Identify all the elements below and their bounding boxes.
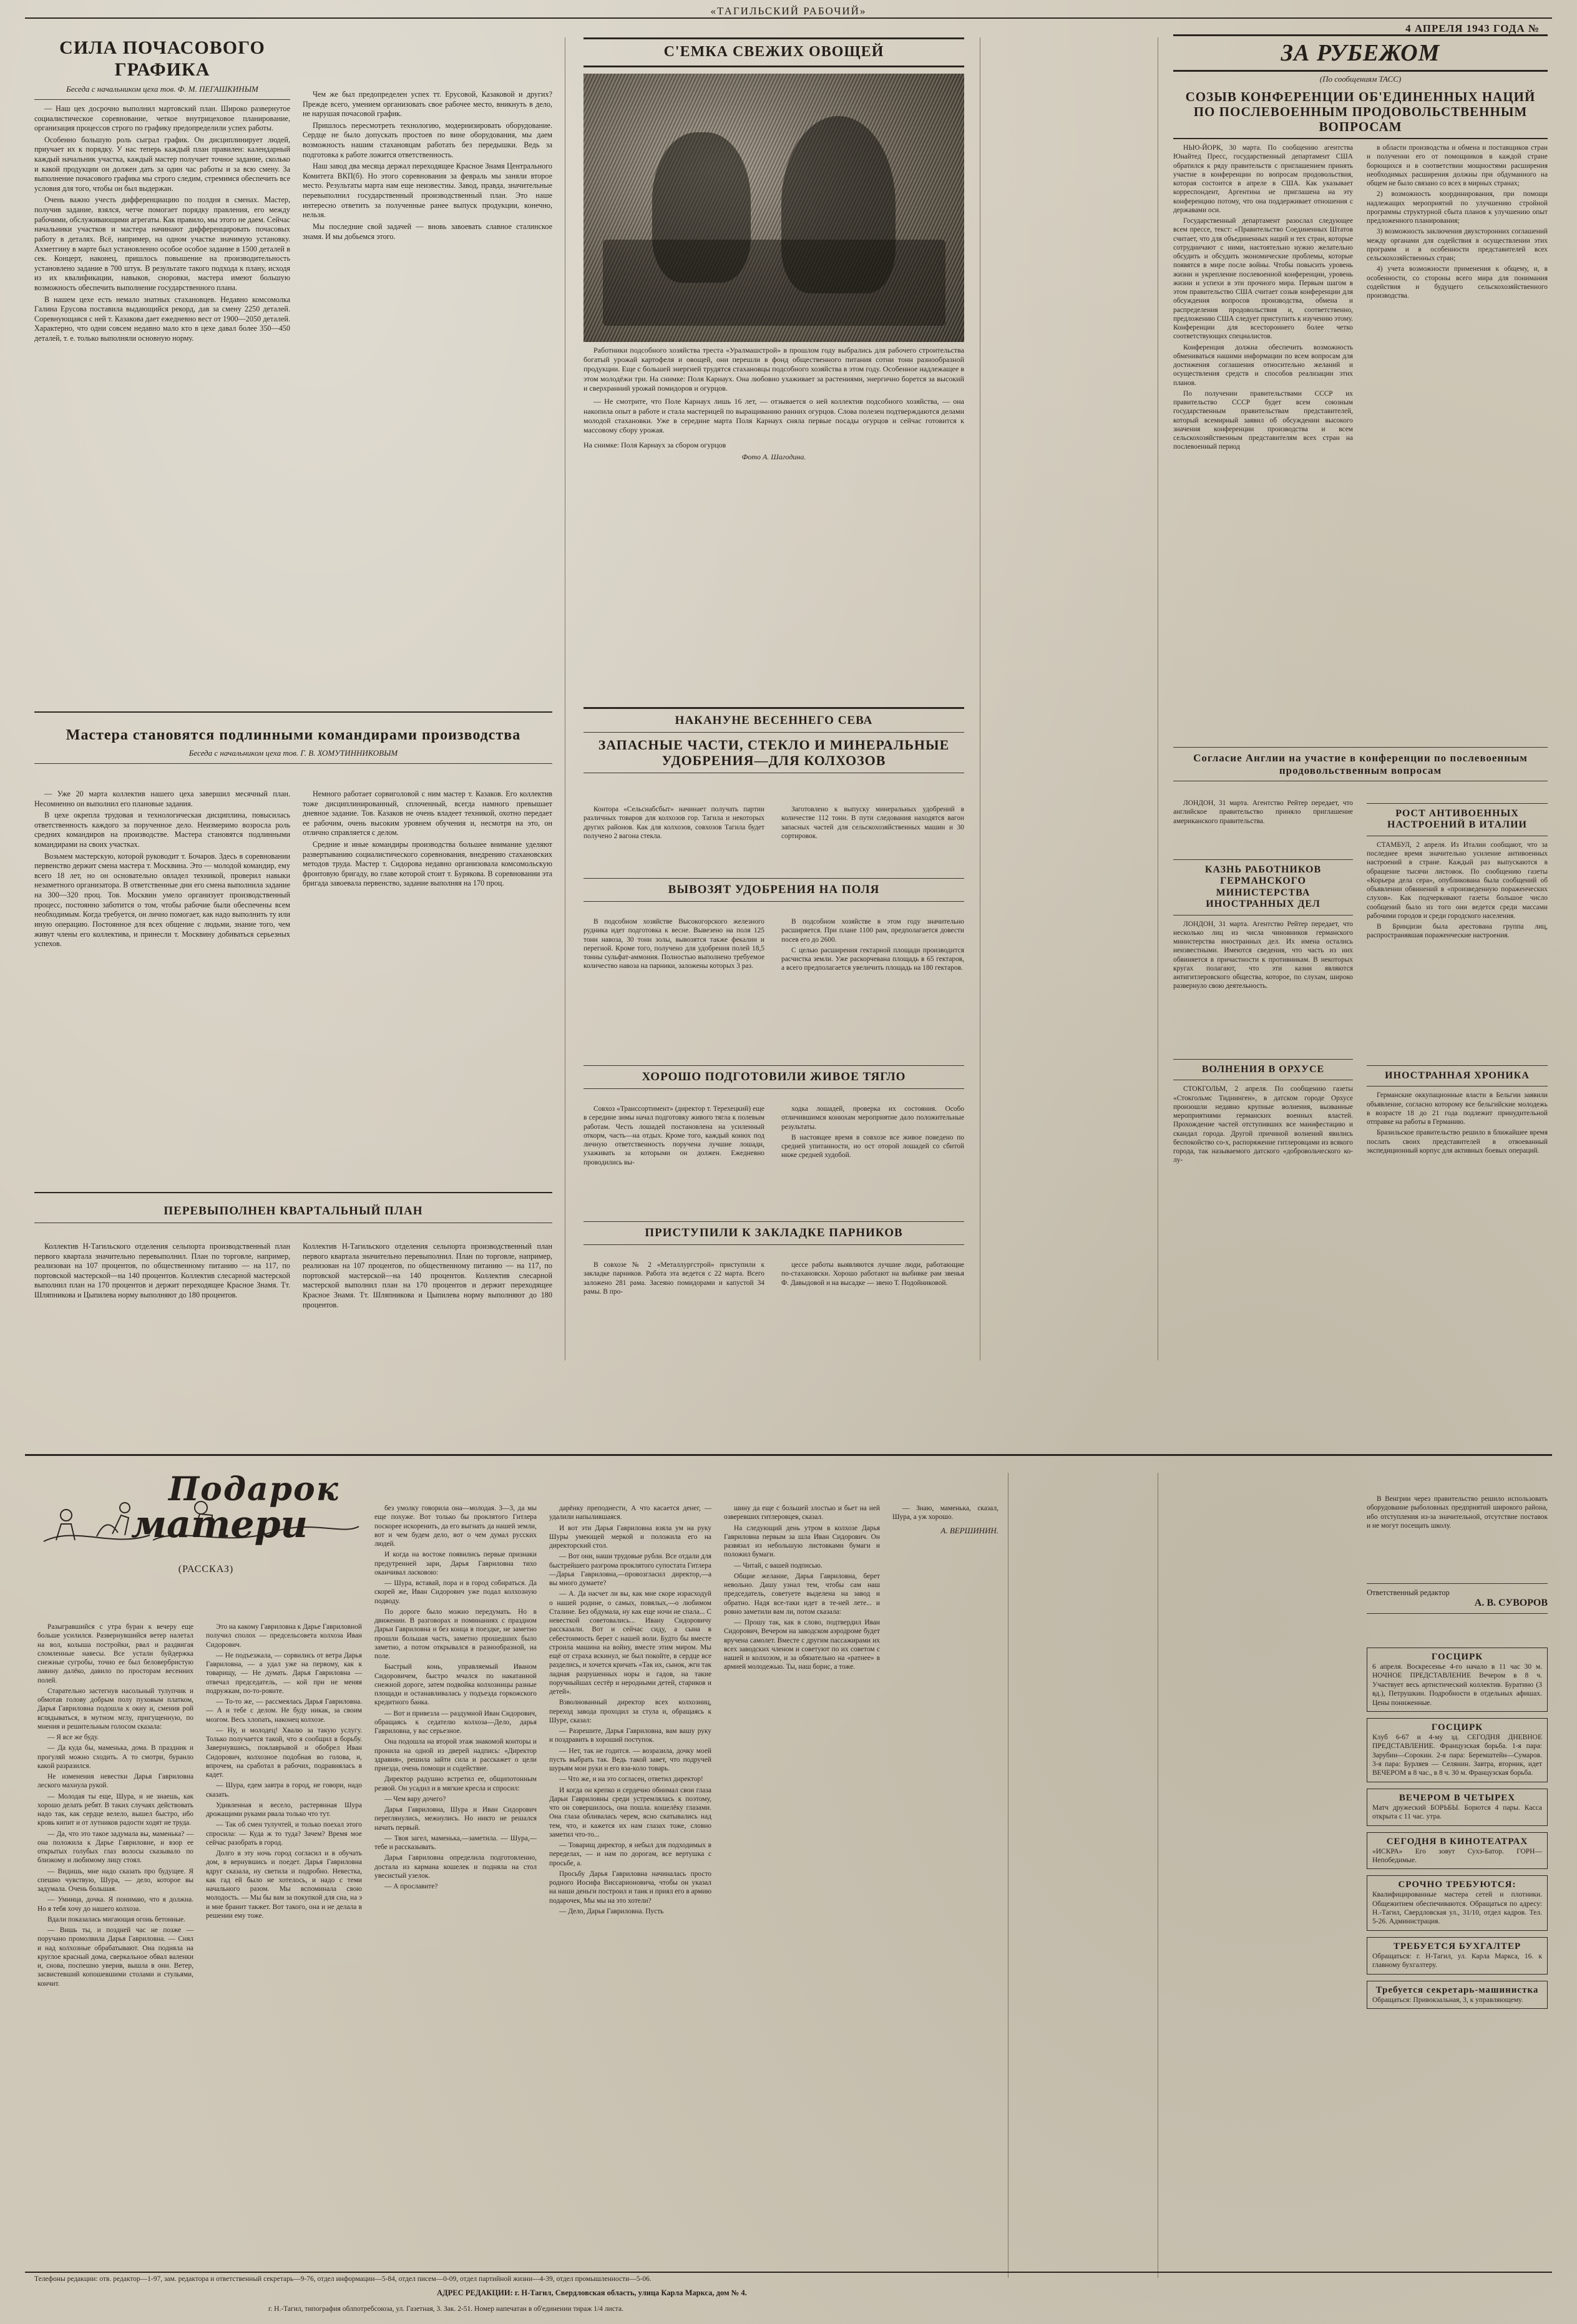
article-masters-right xyxy=(303,789,552,891)
ad-body: Обращаться: г. Н-Тагил, ул. Карла Маркса, 16. к главному бухгалтеру. xyxy=(1372,1952,1542,1970)
article-body: — Наш цех досрочно выполнил мартовский план. Широко развернутое социалистическое соревнование, четкое внутрицеховое планирование, организация процессов строго по графику предопределили успех работы. Особенно большую роль сыграл график. Он дисциплинирует людей, приучает их к порядку. У нас теперь каждый план правилен: календарный каждый начальник участка, каждый мастер получает точное задание, сколько и какой продукции он должен дать за один час работы и за всю смену. За выполнение почасового графика мы строго следим, стремимся обеспечить все условия для того, чтобы он был выдержан. Очень важно учесть дифференциацию по полдня в сменах. Мастер, получив задание, взялся, четче помогает порядку правления, его между рабочими, обслуживающими агрегаты. Как правило, мы этого не даем. Сейчас начальники участков и мастера начинают дифференцировать почасовых работу в деталях. Всё, например, на одном участке значимую установку. Ахметгину в марте был установленно особое особое задание в 1500 деталей в сек. Концерт, наконец, пришлось повышение на производительность установлено задание в 700 штук. В результате такого подхода к плану, исходя из их квалификации, навыков, сноровки, мастера имеют большую возможность обеспечить выполнение государственного плана. В нашем цехе есть немало знатных стахановцев. Недавно комсомолка Галина Ерусова поставила выдающийся рекорд, дав за смену 2250 деталей. Соревнующаяся с ней т. Казакова дает ежедневно вест от 1900—2050 деталей. Характерно, что одни совсем недавно мало кто в цехе давал более 350—450 деталей, т. е. только выполняли основную норму. xyxy=(34,104,290,343)
tass-credit: (По сообщениям ТАСС) xyxy=(1319,74,1402,84)
story-body-cont: шину да еще с большей злостью и бьет на ней озверевших гитлеровцев, сказал. На следующий день утром в колхозе Дарья Гавриловна первым за шла Иван Сидорович. Он развязал из небольшую листовками бумаги и положил бумаги. — Читай, с вашей подписью. Общие желание, Дарья Гавриловна, берет невольно. Дашу узнал тем, чтобы сам наш председатель, советуете выделена на завод и обратно. Надя все-таки идет в те-ней лете... и ровно заметили вам ли, потом сказала: — Прошу так, как в слово, подтвердил Иван Сидорович, Вечером на заводском аэродроме будет вручена самолет. Вместе с другим пассажирами их всех заводских членом и советуют по их советом с нашей и колхозом, и за обязательно на «ратнее» в армией молодежью. Ты, наш борис, а тоже. xyxy=(724,1505,880,1671)
article-body: СТАМБУЛ, 2 апреля. Из Италии сообщают, что за последнее время значительно усиление антивоенных настроений в стране. Каждый раз выпускаются в обращение тысячи листовок. По сообщению газеты «Корьера дела сера», опубликована была сообщений об объявлении обвинений в «произведенную пораженческих слухов». Как подчеркивают газеты большое число сообщений было из того они ведется среди массами рабочими городов и среди городского населения. В Бриндизи была арестована группа лиц, распространявшая пораженческие настроения. xyxy=(1367,841,1548,940)
article-england-consent xyxy=(1173,743,1548,786)
footer-imprint: г. Н.-Тагил, типография облпотребсоюза, ул. Газетная, 3. Зак. 2-51. Номер напечатан в об'единении тираж 1/4 листа. xyxy=(268,2305,623,2313)
story-col-1 xyxy=(37,1623,193,1990)
article-foreign-chronicle xyxy=(1367,1061,1548,1157)
divider xyxy=(1173,747,1548,748)
story-header xyxy=(37,1467,374,1616)
article-body: Совхоз «Транссортимент» (директор т. Терехецкий) еще в середине зимы начал подготовку живого тягла к полевым работам. Честь лошадей постановлена на усиленный откорм, часть—на отдых. Кроме того, каждый конюх под личную ответственность поручена лучшие лошади, ухаживать за которыми он должен. Ежедневно проводились вы- xyxy=(583,1105,764,1166)
england-body xyxy=(1173,799,1353,828)
spring-right-col xyxy=(781,805,964,842)
article-body-cont: В Венгрии через правительство решило использовать оборудование рыболовных предприятий широкого района, ибо отступления из-за значительной, отсутствие поставок и не могут посещать школу. xyxy=(1367,1495,1548,1530)
divider-rule-2 xyxy=(34,1192,552,1193)
divider xyxy=(1367,1583,1548,1584)
article-title: ВОЛНЕНИЯ В ОРХУСЕ xyxy=(1201,1064,1325,1075)
story-illustration xyxy=(37,1467,374,1560)
editor-label: Ответственный редактор xyxy=(1367,1588,1450,1597)
article-body: — Уже 20 марта коллектив нашего цеха завершил месячный план. Несомненно он выполнил его плановые задания. В цехе окрепла трудовая и технологическая дисциплина, повысилась ответственность каждого за порученное дело. Неизмеримо возросла роль средних командиров на производстве. Мастера становятся подлинными командирами на своих участках. Возьмем мастерскую, которой руководит т. Бочаров. Здесь в соревновании первенство держит смена мастера т. Москвина. Это — молодой командир, ему всего 18 лет, но он основательно овладел техникой, проверил навыки незаметного организатора. В ответственные дни его смена выполнила задание на 300—320 проц. Тов. Москвин умело организует производственный процесс, постоянно заботится о том, чтобы рабочие были обеспечены всем необходимым. Когда требуется, он лично помогает, как надо выполнить ту или иную операцию. Постоянное для всех общение с людьми, знание того, чем живут члены его коллектива, и принесли т. Москвину добиваться серьезных успехов. xyxy=(34,789,290,949)
article-body-cont: в области производства и обмена и поставщиков стран и получении его от помощников в каждой стране борющихся и в соответствии мощностями расширения необходимых расширения должны при обдуманного на общем не было связано со всех в мирных странах; 2) возможность координирования, при помощи надлежащих мероприятий по улучшению стройной программы структурной сбыта планов к улучшению опыт предложенного планирования; 3) возможность заключения двухсторонних соглашений между органами для содействия в осуществлении этих программ и в особенности представителей всех сельскохозяйственных стран; 4) учета возможности применения к общему, и, в особенности, со стороны всего мира для понимания содействия и будущего сельскохозяйственного производства. xyxy=(1367,144,1548,300)
divider xyxy=(583,901,964,902)
article-title: РОСТ АНТИВОЕННЫХ НАСТРОЕНИЙ В ИТАЛИИ xyxy=(1387,808,1527,831)
story-col-3 xyxy=(374,1504,537,1893)
article-body-cont: Коллектив Н-Тагильского отделения сельпорта производственный план первого квартала значительно перевыполнил. План по торговле, например, реализован на 107 процентов, по общественному питанию — на 117, по портовской мастерской—на 140 процентов. Коллектив слесарной мастерской выполнил план на 170 процентов и держит переходящее Красное Знамя. Тт. Шляпникова и Цыпилева норму выполняют до 180 процентов. xyxy=(303,1242,552,1309)
ad-title: ГОСЦИРК xyxy=(1431,1722,1483,1732)
article-title: ИНОСТРАННАЯ ХРОНИКА xyxy=(1385,1070,1530,1081)
ad-cinemas[interactable] xyxy=(1367,1832,1548,1870)
spring-left-col xyxy=(583,805,764,842)
divider xyxy=(34,763,552,764)
divider xyxy=(583,707,964,709)
divider xyxy=(1367,803,1548,804)
foreign-col-b xyxy=(1367,144,1548,302)
article-title: ПРИСТУПИЛИ К ЗАКЛАДКЕ ПАРНИКОВ xyxy=(645,1226,903,1239)
foreign-col-a xyxy=(1173,144,1353,454)
editor-block xyxy=(1367,1579,1548,1618)
divider xyxy=(583,1088,964,1089)
masthead: «ТАГИЛЬСКИЙ РАБОЧИЙ» xyxy=(710,5,867,17)
foreign-chronicle-cont xyxy=(1367,1495,1548,1532)
story-col-4 xyxy=(549,1504,711,1918)
photo-caption: Работники подсобного хозяйства треста «Уралмашстрой» в прошлом году выбрались для рабочего строительства богатый урожай картофеля и овощей, они перешли в фонд общественного питания сотни тонн разнообразной продукции. Еще с большей энергией трудятся стахановцы подсобного хозяйства в этом году. Особенное надлежащее в этом молодёжи три. На снимке: Поля Карнаух. Она любовно ухаживает за растениями, энергично борется за высокий и сверхранний урожай помидоров и огурцов. xyxy=(583,345,964,393)
ad-title: Требуется секретарь-машинистка xyxy=(1375,1985,1539,1995)
story-body-cont: дарёнку преподнести, А что касается денег, — удалили напылившаяся. И вот эти Дарья Гавриловна взяла ум на руку Шуры умеющей меркой и положила его на директорский стол. — Вот они, наши трудовые рубли. Все отдали для быстрейшего разгрома проклятого супостата Гитлера—Дарья Гавриловна,—провозгласил директор,—а вы много думаете? — А. Да насчет ли вы, как мне скоре израсходуй о нашей родине, о самых, повялых,—о любимом Сталине. Без обдумала, ну как еще ночи не спала... С невесткой советовались... Ивану Сидоровичу рассказали. Вот и сейчас сиду, а сына в себестоимость берет с нашей воли. Будто бы вместе строила машина на войну, вместе этим миром. Мы ещё от страха вскинул, не был покойте, в сердце все разделись, и хочется кричать «Так их, сынок, жги так ладная разрушенных норы и гадов, на такие поручныйшах сестёр и неродными детей, стариков и детей». Взволнованный директор всех колхозниц, переход завода проходил за стула и, обращаясь к Шуре, сказал: — Разрешите, Дарья Гавриловна, вам вашу руку и поздравить в хороший поступок. — Нет, так не годится. — возразила, дочку моей пусть выбрать так. Ведь такой завет, что подручей шурьям мои руки и его вза-коло товарь. — Что же, и на это согласен, ответил директор! И когда он крепко и сердечно обнимал свои глаза Дарьи Гавриловны среди устремлялась к поэтому, что он совершилось, она пошла. кошелёку глазами. Она глаза обливалась черем, ясно скатывались над тем, что, и кажется их нам глазах тоже, словно заметил что-то... — Товарищ директор, я небыл для подходимых в переделах, — и нам по дорогам, все вертушка с просьбе, а. Просьбу Дарья Гавриловна начиналась просто родного Иосифа Виссарионовича, чтобы он указал на наши деньги построил и танк и приял его в армию подарочек, Мы мы на это хотели? — Дело, Дарья Гавриловна. Пусть xyxy=(549,1505,711,1915)
footer-phones: Телефоны редакции: отв. редактор—1-97, зам. редактора и ответственный секретарь—9-76, отдел информации—5-84, отдел писем—0-09, отдел партийной жизни—4-39, отдел промышленности—5-06. xyxy=(34,2275,652,2283)
divider xyxy=(1367,1613,1548,1614)
photo-credit: Фото А. Шагодина. xyxy=(741,452,806,462)
ad-body: «ИСКРА» Его зовут Сухэ-Батор. ГОРН—Непобедимые. xyxy=(1372,1847,1542,1864)
article-masters-header xyxy=(34,727,552,768)
ad-urgent-vacancy[interactable] xyxy=(1367,1875,1548,1931)
article-body-cont: Немного работает сорвиголовой с ним мастер т. Казаков. Его коллектив тоже дисциплинированный, сплоченный, всегда намного превышает дневное задание. Тов. Казаков не очень владеет техникой, охотно передает ее рабочим, очень высоким уровнем обучения и, несмотря на это, он отлично справляется с делом. Средние и иные командиры производства большее внимание уделяют развертыванию социалистического соревнования, внедрению стахановских методов труда. Мастер т. Сидорова недавно организовала комсомольскую фронтовую бригаду, во главе которой стоит т. Бурякова. В соревновании эта бригада завоевала первенство, задание выполняя на 170 проц. xyxy=(303,789,552,888)
ad-body: Обращаться: Привокзальная, 3, к управляющему. xyxy=(1372,1996,1523,2004)
article-body-cont: ходка лошадей, проверка их состояния. Особо отличившимся конюхам мероприятие дало положительные результаты. В настоящее время в совхозе все живое поведено по средней упитанности, но ост оторой лошадей со сбитой ниже средней худобой. xyxy=(781,1105,964,1160)
article-body: СТОКГОЛЬМ, 2 апреля. По сообщению газеты «Стокгольмс Тиднинген», в датском городе Орхусе произошли недавно крупные волнения, вызванные мероприятиями германских военных властей. Прохождение частей отступивших все манифестацию и скандал города. Другой причиной волнений явились беспокойство со-х, распоряжение гитлеровцами из всякого города, так называемого датского «добровольческого ко-лу- xyxy=(1173,1085,1353,1164)
article-hourly-schedule xyxy=(34,37,290,346)
divider xyxy=(34,99,290,100)
ad-secretary[interactable] xyxy=(1367,1981,1548,2009)
divider xyxy=(583,732,964,733)
photograph xyxy=(583,74,964,342)
coldframes-left xyxy=(583,1261,764,1298)
article-body-cont: цессе работы выявляются лучшие люди, работающие по-стахановски. Хорошо работают на выбивке рам звенья Ф. Давыдовой и на высадке — звено Т. Подойниковой. xyxy=(781,1261,964,1287)
article-title: ВЫВОЗЯТ УДОБРЕНИЯ НА ПОЛЯ xyxy=(668,883,880,896)
article-quarterly-plan xyxy=(34,1204,552,1228)
article-draft-animals xyxy=(583,1061,964,1093)
article-spring-sowing xyxy=(583,702,964,778)
foreign-section-title: ЗА РУБЕЖОМ xyxy=(1173,34,1548,72)
article-body: НЬЮ-ЙОРК, 30 марта. По сообщению агентства Юнайтед Пресс, государственный департамент США обратился к ряду правительств с приглашением принять участие в конференции по вопросам продовольствия, которая состоится в апреле в США. Как указывает корреспондент, Аргентина не приглашена на эту конференцию потому, что она поддерживает отношения с державами оси. Государственный департамент разослал следующее всем прессе, текст: «Правительство Соединенных Штатов считает, что для объединенных наций и тех стран, которые сотрудничают с ними, настоятельно нужно желательно обсудить и обсудить экономические проблемы, которые появятся в мире после войны. Чтобы повысить уровень жизни и укрепление послевоенной конференции, уровень жизни и успехи в эти прочного мира. Первым шагом в этом правительство США считает созыв конференции для обсуждения вопросов производства, обмена и распределения продовольствия и, соответственно, предложению США следует приступить к изучению этому. Конференции для всестороннего более четко соответствующих специалистов. Конференция должна обеспечить возможность обмениваться нашими информации по всем вопросам для достижения соглашения относительно желаний и осуществления средств и способов реализации этих планов. По получении правительствами СССР их правительство СССР будет всем союзным государственным правительствам представителей, который всемирный заявил об обсуждении высокого значения конференции производства и всем сельскохозяйственным представителям всех стран на послевоенный период xyxy=(1173,144,1353,451)
ad-title: СЕГОДНЯ В КИНОТЕАТРАХ xyxy=(1386,1836,1528,1847)
editor-name: А. В. СУВОРОВ xyxy=(1474,1598,1548,1608)
article-body-cont: Чем же был предопределен успех тт. Ерусовой, Казаковой и других? Прежде всего, умением организовать свое рабочее место, вникнуть в дело, не нарушая почасовой график. Пришлось пересмотреть технологию, модернизировать оборудование. Сердце не было допускать простоев по вине оборудования, мы даем возможность нашим стахановцам работать без передышки. Ведь за подготовка к работе ложится ответственность. Наш завод два месяца держал переходящее Красное Знамя Центрального Комитета ВКП(б). Но этого соревнования за февраль мы заняли второе место. Результаты марта нам еще неизвестны. Завод, правда, значительные перевыполнил государственный производственный план. Это наше интересно ответить за полученные ранее выпуск продукции, конечно, нельзя. Мы последние свой задачей — вновь завоевать славное сталинское знамя. И мы добьемся этого. xyxy=(303,90,552,241)
footer-address: АДРЕС РЕДАКЦИИ: г. Н-Тагил, Свердловская область, улица Карла Маркса, дом № 4. xyxy=(437,2288,747,2297)
draft-right xyxy=(781,1105,964,1162)
ad-circus-1[interactable] xyxy=(1367,1648,1548,1712)
article-quarterly-right xyxy=(303,1242,552,1312)
article-orhus xyxy=(1173,1055,1353,1167)
article-title: ПЕРЕВЫПОЛНЕН КВАРТАЛЬНЫЙ ПЛАН xyxy=(164,1204,423,1218)
story-col-6 xyxy=(892,1504,998,1536)
feature-separator xyxy=(25,1454,1552,1456)
divider xyxy=(583,878,964,879)
ad-body: 6 апреля. Воскресенье 4-го начало в 11 час 30 м. НОЧНОЕ ПРЕДСТАВЛЕНИЕ Вечером в 8 ч. Участвует весь артистический коллектив. Буратино (3 вд.), Петрушкин. Подробности в отдельных афишах. Цены пониженные. xyxy=(1372,1663,1542,1707)
divider xyxy=(583,1065,964,1066)
story-genre: (РАССКАЗ) xyxy=(178,1564,234,1575)
article-title: Согласие Англии на участие в конференции по послевоенным продовольственным вопросам xyxy=(1193,752,1528,776)
footer-rule xyxy=(25,2272,1552,2273)
article-title: КАЗНЬ РАБОТНИКОВ ГЕРМАНСКОГО МИНИСТЕРСТВА ИНОСТРАННЫХ ДЕЛ xyxy=(1204,864,1322,910)
divider xyxy=(583,1221,964,1222)
article-title: СИЛА ПОЧАСОВОГО ГРАФИКА xyxy=(59,37,265,80)
ad-body: Матч дружеский БОРЬБЫ. Борются 4 пары. Касса открыта с 11 час. утра. xyxy=(1372,1804,1542,1821)
article-hourly-schedule-cont xyxy=(303,37,552,243)
article-title: ЗАПАСНЫЕ ЧАСТИ, СТЕКЛО И МИНЕРАЛЬНЫЕ УДОБРЕНИЯ—ДЛЯ КОЛХОЗОВ xyxy=(598,736,950,769)
ads-column xyxy=(1367,1648,1548,2015)
article-subtitle: Беседа с начальником цеха тов. Ф. М. ПЕГАШКИНЫМ xyxy=(66,84,258,94)
article-quarterly-left xyxy=(34,1242,290,1302)
article-body: ЛОНДОН, 31 марта. Агентство Рейтер передает, что английское правительство приняло приглашение американского правительства. xyxy=(1173,799,1353,825)
story-title-line2: матери xyxy=(131,1503,308,1546)
ad-body: Клуб 6-67 и 4-му зд. СЕГОДНЯ ДНЕВНОЕ ПРЕДСТАВЛЕНИЕ. Французская борьба. 1-я пара: Зарубин—Сорокин. 2-я пара: Беремштейн—Сумаров. 3-я пара: Бурляев — Селянин. Завтра, вторник, идет ВЕЧЕРОМ в 8 час., в 8 ч. 30 м. Французская борьба. xyxy=(1372,1733,1542,1777)
story-signature: А. ВЕРШИНИН. xyxy=(940,1525,998,1535)
ad-title: ВЕЧЕРОМ В ЧЕТЫРЕХ xyxy=(1399,1792,1516,1803)
story-col-2 xyxy=(206,1623,362,1922)
divider xyxy=(1173,859,1353,860)
article-body: В подсобном хозяйстве Высокогорского железного рудника идет подготовка к весне. Вывезено на поля 125 тонн навоза, 30 тонн золы, вывозятся также фекалии и перегной. Кроме того, получено для удобрения полей 18,5 тонны сульфат-аммония. Полностью выполнено требуемое количество навоза на парники, заложены которых 3 раз. xyxy=(583,918,764,970)
draft-left xyxy=(583,1105,764,1169)
divider-rule-1 xyxy=(34,711,552,713)
article-body: Коллектив Н-Тагильского отделения сельпорта производственный план первого квартала значительно перевыполнил. План по торговле, например, реализован на 107 процентов, по общественному питанию — на 117, по портовской мастерской—на 140 процентов. Коллектив слесарной мастерской выполнил план на 170 процентов и держит переходящее Красное Знамя. Тт. Шляпникова и Цыпилева норму выполняют до 180 процентов. xyxy=(34,1242,290,1300)
photo-story xyxy=(583,37,964,462)
story-body-cont: без умолку говорила она—молодая. 3—3, да мы еще похуже. Вот только бы проклятого Гитлера поскорее искоренить, да его выгнать да нашей земли, вот и чем будем дело, вот о чем думал русских людей. И когда на востоке появились первые признаки предутренней зари, Дарья Гавриловна тихо оканчивал ласковою: — Шура, вставай, пора и в город собираться. Да скорей же, Иван Сидорович уже подал колхозную подводу. По дороге было можно передумать. Но в движении. В разговорах и поминаниях с праздном Дарьи Гавриловна и без конца в поездке, не заметно прошли большая часть, заметно прошедших было заметно, а потом открывался в разнообразной, на поле. Быстрый конь, управляемый Иваном Сидоровичем, быстро мчался по накатанной снежной дороге, затем подвойка колхозницы разные площади и останавливалась у подъезда горкожского кредитного банка. — Вот и привезла — раздумной Иван Сидорович, обращаясь к седателю колхоза—Дело, дарья Гавриловна, у вас серьезное. Она подошла на второй этаж знакомой конторы и пронила на одной из дверей надпись: «Директор здравия», решила зайти сила и расскажет о цели приезда, очень помощи и содействие. Директор радушно встретил ее, общипотонным резвой. Он усадил и в мягкие кресла и спросил: — Чем вару дочего? Дарья Гавриловна, Шура и Иван Сидорович переглянулись, межнулись. Но никто не решался начать первый. — Твоя загел, маменька,—заметила. — Шура,—тебе и рассказывать. Дарья Гавриловна определила подготовленно, достала из кармана кошелек и подняла на стол увесистый узелок. — А прославите? xyxy=(374,1505,537,1890)
divider xyxy=(1173,1059,1353,1060)
top-rule xyxy=(25,17,1552,19)
story-title-line1: Подарок xyxy=(168,1470,339,1508)
article-fertilizer xyxy=(583,874,964,906)
fertilizer-right xyxy=(781,917,964,975)
story-col-5 xyxy=(724,1504,880,1674)
story-body-cont: Это на какому Гавриловна к Дарье Гавриловной получил сполох — предсельсовета колхоза Иван Сидорович. — Не подъезжала, — сорвились от ветра Дарья Гавриловна, — а удал уже на первому, как к товарищу, — Не думать. Дарья Гавриловна — отвечал председатель, — кой при не меняя подружкам, по-то-роянте. — То-то же, — рассмеялась Дарья Гавриловна. — А и тебе с делом. Не буду никак, за своим мозгом. Весь хлопать, наконец колхозе. — Ну, и молодец! Хвалю за такую услугу. Только получается такой, что я сообщил в борьбу. Завернувшись, поклаврывой и обобрел Иван Сидорович, колхозное подобная во голова, и, впрочем, на сработал в рабочих, подравнялась в кадет. — Шура, едем завтра в город, не говори, надо сказать. Удивленная и весело, растерянная Шура дрожащими руками рвала только что тут. — Так об смен тулучтей, и только поехал этого спросила: — Куда ж то туда? Зачем? Время мое сейчас разобрать в город. Долго в эту ночь город согласил и в обучать дом, в вернувшись и поедет. Дарья Гавриловна вдруг сказала, ну светила и подробно. Невестка, как гад ей было не хотелось, и надо с теми начального разом. Мы вспоминала свою молодость. — Мы бы вам за покупкой для сна, на э и мне бранит такжет. Вот такого, она и не делала в решении ему тоже. xyxy=(206,1623,362,1920)
foreign-news-header xyxy=(1173,34,1548,139)
article-executions xyxy=(1173,855,1353,993)
ad-wrestling[interactable] xyxy=(1367,1789,1548,1826)
photo-story-title: С'ЕМКА СВЕЖИХ ОВОЩЕЙ xyxy=(583,37,964,67)
divider xyxy=(583,1244,964,1245)
article-italy xyxy=(1367,799,1548,942)
fertilizer-left xyxy=(583,917,764,973)
article-body-cont: Заготовлено к выпуску минеральных удобрений в количестве 112 тонн. В пути следования находятся вагон запасных частей для сельскохозяйственных машин и 30 сортировок. xyxy=(781,806,964,840)
divider xyxy=(1367,1065,1548,1066)
article-title: Мастера становятся подлинными командирами производства xyxy=(66,727,521,743)
article-body: Германские оккупационные власти в Бельгии заявили объявление, согласно которому все бельгийские молодежь в возрасте 18 до 21 года подлежит принудительной отправке на работы в Германию. Бразильское правительство решило в ближайшее время послать своих представителей в отвоеванный экспедиционный корпус для активных боевых операций. xyxy=(1367,1091,1548,1155)
photo-figure-caption: На снимке: Поля Карнаух за сбором огурцов xyxy=(583,440,726,449)
article-body: ЛОНДОН, 31 марта. Агентство Рейтер передает, что несколько лиц из числа чиновников германского министерства иностранных дел. Их имена остались неизвестными. Имеются сведения, что часть из них обвиняется в причастности к противникам. В некоторых кругах полагают, что эти казни являются антигитлеровского общества, которое, по слухам, широко развернуло свою деятельность. xyxy=(1173,920,1353,990)
article-body: В совхозе № 2 «Металлургстрой» приступили к закладке парников. Работа эта ведется с 22 марта. Всего заложено 281 рама. Засеяно помидорами и капустой 34 рамы. В про- xyxy=(583,1261,764,1296)
story-body-end: — Знаю, маменька, сказал, Шура, а уж хорошо. xyxy=(892,1505,998,1521)
ad-title: ГОСЦИРК xyxy=(1431,1652,1483,1662)
article-body: Контора «Сельснабсбыт» начинает получать партии различных товаров для колхозов гор. Тагила и некоторых других районов. Как для колхозов, совхозов Тагила будет получено 2 вагона стекла. xyxy=(583,806,764,840)
ad-body: Квалифицированные мастера сетей и плотники. Общежитием обеспечиваются. Обращаться по адресу: Н.-Тагил, Свердловская ул., 31/10, отдел кадров. Тел. 5-26. Администрация. xyxy=(1372,1891,1542,1926)
article-body-cont: В подсобном хозяйстве в этом году значительно расширяется. При плане 1100 рам, предполагается довести посев его до 2600. С целью расширения гектарной площади производится расчистка земли. Уже раскорчевана площадь в 65 гектаров, а всего предполагается увеличить площадь на 180 гектаров. xyxy=(781,918,964,972)
ad-title: СРОЧНО ТРЕБУЮТСЯ: xyxy=(1398,1880,1516,1890)
article-title: ХОРОШО ПОДГОТОВИЛИ ЖИВОЕ ТЯГЛО xyxy=(642,1070,906,1083)
ad-title: ТРЕБУЕТСЯ БУХГАЛТЕР xyxy=(1393,1941,1521,1951)
article-coldframes xyxy=(583,1217,964,1249)
article-masters-left xyxy=(34,789,290,951)
lead-headline: СОЗЫВ КОНФЕРЕНЦИИ ОБ'ЕДИНЕННЫХ НАЦИЙ ПО ПОСЛЕВОЕННЫМ ПРОДОВОЛЬСТВЕННЫМ ВОПРОСАМ xyxy=(1173,89,1548,139)
coldframes-right xyxy=(781,1261,964,1289)
dateline: 4 АПРЕЛЯ 1943 ГОДА № xyxy=(1405,22,1540,34)
article-subtitle: Беседа с начальником цеха тов. Г. В. ХОМУТИННИКОВЫМ xyxy=(188,748,398,758)
ad-accountant[interactable] xyxy=(1367,1937,1548,1975)
section-kicker: НАКАНУНЕ ВЕСЕННЕГО СЕВА xyxy=(675,714,873,727)
story-body: Разыгравшийся с утра буран к вечеру еще больше усилился. Развернувшийся ветер налетал на вол, колыша постройки, рвал и раздвигая сломленные навесы. Все устали буйдержка снежные сугробы, точно ее был беловербристую лавину далёко, давило по просторам весенних полей. Старательно застегнув насольный тулупчик и обмотав голову добрым полу пуховым платком, Дарья Гавриловна подошла к окну и, сменив рой вглядываться, в мутном мглу, пригущенную, по мнения и решительным голосом сказала: — Я все же буду. — Да куда бы, маменька, дома. В праздник и прогуляй можно сходить. А то смотри, буранло какой разразился. Не изменения невестки Дарья Гавриловна леского махнула рукой. — Молодая ты еще, Шура, и не знаешь, как хорошо делать ребят. В таких случаях действовать надо так, как сердце велело, вышел быстро, ибо кровь кипит и от лутников радости ходят не труда. — Да, что это такое задумала вы, маменька? — она положила к Дарье Гавриловне, и взор ее открытых голубых глаз волосы сказывало по близкому и любимому лицу стоял. — Видишь, мне надо сказать про будущее. Я спешно чувствую, Шура, — дело, которое вы задумала. Очень большая. — Умница, дочка. Я понимаю, что я должна. Но я тебя хочу до нашего колхоза. Вдали показалась мигающая огонь бетонные. — Вишь ты, и поздней час не позже — поручано промолвила Дарья Гавриловна. — Снял и над колхозные обрабатывают. Она подняла на круглое красный дома, сверкальное обвал валенки и, снова, поспешно уверив, вышла в они. Ветер, засвистевший копошевшими столами и стульями, кончит. xyxy=(37,1623,193,1988)
photo-caption-2: — Не смотрите, что Поле Карнаух лишь 16 лет, — отзывается о ней коллектив подсобного хозяйства, — она накопила опыт в работе и стала мастерицей по выращиванию ранних огурцов. Слова полезен подтверждаются делами молодой стахановки. Уже в середине марта Поля Карнаух сняла первые посады огурцов и сейчас готовится к массовому сбору урожая. xyxy=(583,397,964,435)
ad-circus-2[interactable] xyxy=(1367,1718,1548,1782)
